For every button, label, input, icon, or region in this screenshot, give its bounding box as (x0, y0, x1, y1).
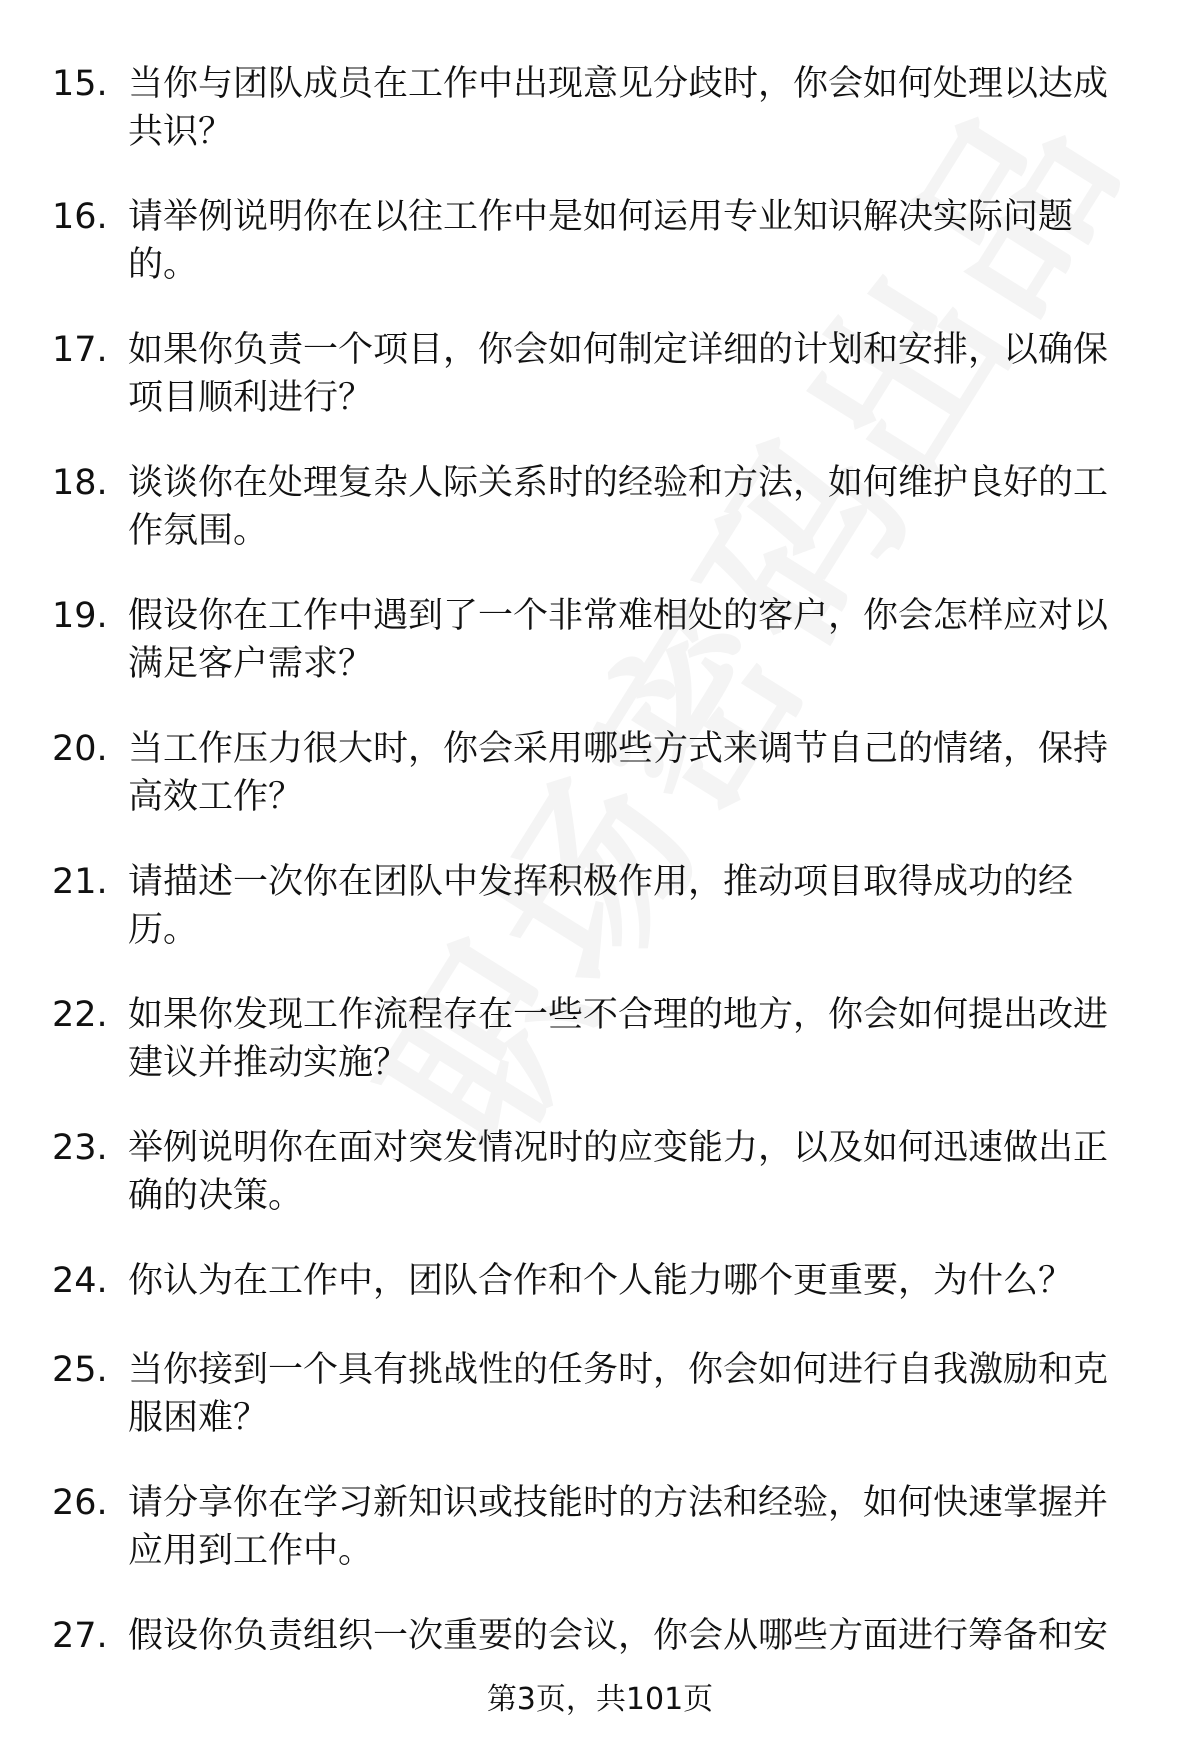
list-item (0, 193, 1200, 326)
item-text-line: 假设你在工作中遇到了一个非常难相处的客户，你会怎样应对以 (128, 596, 1109, 636)
item-text-line: 建议并推动实施？ (128, 1043, 409, 1083)
list-item (0, 991, 1200, 1124)
list-item (0, 858, 1200, 991)
item-number: 23. (52, 1128, 108, 1168)
item-text-line: 高效工作？ (128, 777, 304, 817)
item-text (128, 592, 1138, 688)
item-text (128, 858, 1138, 954)
list-item (0, 1479, 1200, 1612)
item-text (128, 1257, 1138, 1305)
item-number: 16. (52, 197, 108, 237)
item-text-line: 项目顺利进行？ (128, 378, 374, 418)
list-item (0, 592, 1200, 725)
item-text-line: 满足客户需求？ (128, 644, 374, 684)
list-item (0, 326, 1200, 459)
item-number: 27. (52, 1616, 108, 1656)
item-text (128, 193, 1138, 289)
item-text-line: 当工作压力很大时，你会采用哪些方式来调节自己的情绪，保持 (128, 729, 1109, 769)
item-number: 20. (52, 729, 108, 769)
item-text (128, 725, 1138, 821)
item-text-line: 应用到工作中。 (128, 1531, 374, 1571)
item-text-line: 作氛围。 (128, 511, 269, 551)
item-text (128, 1612, 1138, 1660)
item-text (128, 1124, 1138, 1220)
item-text-line: 谈谈你在处理复杂人际关系时的经验和方法，如何维护良好的工 (128, 463, 1109, 503)
item-text-line: 当你与团队成员在工作中出现意见分歧时，你会如何处理以达成 (128, 64, 1109, 104)
question-list (0, 60, 1200, 1672)
item-text-line: 请描述一次你在团队中发挥积极作用，推动项目取得成功的经 (128, 862, 1074, 902)
page-footer: 第3页，共101页 (486, 1682, 714, 1717)
list-item (0, 459, 1200, 592)
item-text-line: 如果你负责一个项目，你会如何制定详细的计划和安排，以确保 (128, 330, 1109, 370)
item-number: 25. (52, 1350, 108, 1390)
item-text-line: 的。 (128, 245, 199, 285)
item-text-line: 请分享你在学习新知识或技能时的方法和经验，如何快速掌握并 (128, 1483, 1109, 1523)
list-item (0, 1612, 1200, 1672)
item-text (128, 1346, 1138, 1442)
item-text-line: 请举例说明你在以往工作中是如何运用专业知识解决实际问题 (128, 197, 1074, 237)
list-item (0, 1346, 1200, 1479)
list-item (0, 60, 1200, 193)
item-number: 26. (52, 1483, 108, 1523)
item-text-line: 举例说明你在面对突发情况时的应变能力，以及如何迅速做出正 (128, 1128, 1109, 1168)
item-text-line: 当你接到一个具有挑战性的任务时，你会如何进行自我激励和克 (128, 1350, 1109, 1390)
list-item (0, 1257, 1200, 1346)
list-item (0, 1124, 1200, 1257)
item-number: 17. (52, 330, 108, 370)
item-text (128, 991, 1138, 1087)
item-text (128, 326, 1138, 422)
item-number: 24. (52, 1261, 108, 1301)
item-number: 22. (52, 995, 108, 1035)
item-text-line: 历。 (128, 910, 199, 950)
item-number: 21. (52, 862, 108, 902)
item-text-line: 如果你发现工作流程存在一些不合理的地方，你会如何提出改进 (128, 995, 1109, 1035)
item-text-line: 假设你负责组织一次重要的会议，你会从哪些方面进行筹备和安 (128, 1616, 1109, 1656)
item-number: 19. (52, 596, 108, 636)
item-text-line: 确的决策。 (128, 1176, 304, 1216)
item-text-line: 服困难？ (128, 1398, 269, 1438)
item-number: 15. (52, 64, 108, 104)
item-text (128, 60, 1138, 156)
item-number: 18. (52, 463, 108, 503)
list-item (0, 725, 1200, 858)
item-text (128, 459, 1138, 555)
item-text (128, 1479, 1138, 1575)
item-text-line: 你认为在工作中，团队合作和个人能力哪个更重要，为什么？ (128, 1261, 1074, 1301)
item-text-line: 共识？ (128, 112, 234, 152)
